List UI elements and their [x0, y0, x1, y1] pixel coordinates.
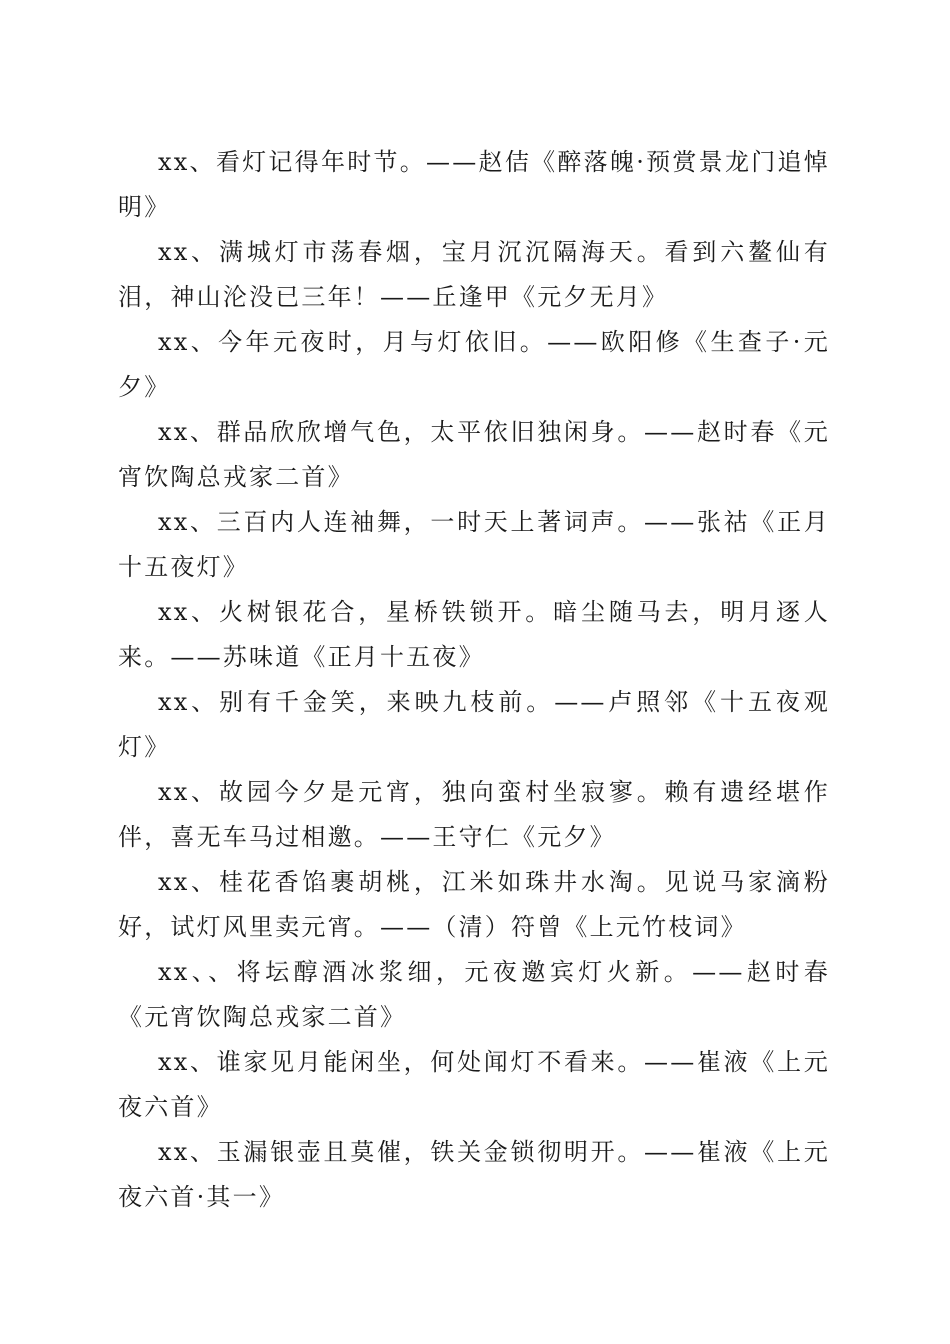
poem-quote-10: xx、、将坛醇酒冰浆细，元夜邀宾灯火新。——赵时春《元宵饮陶总戎家二首》 [118, 958, 830, 1031]
poem-quote-6: xx、火树银花合，星桥铁锁开。暗尘随马去，明月逐人来。——苏味道《正月十五夜》 [118, 598, 830, 671]
poem-quote-5: xx、三百内人连袖舞，一时天上著词声。——张祜《正月十五夜灯》 [118, 508, 830, 581]
poem-quote-11: xx、谁家见月能闲坐，何处闻灯不看来。——崔液《上元夜六首》 [118, 1048, 830, 1121]
poem-quote-1: xx、看灯记得年时节。——赵佶《醉落魄·预赏景龙门追悼明》 [118, 148, 830, 221]
poem-quote-9: xx、桂花香馅裹胡桃，江米如珠井水淘。见说马家滴粉好，试灯风里卖元宵。——（清）符曾《上元竹枝词》 [118, 868, 830, 941]
poem-quote-3: xx、今年元夜时，月与灯依旧。——欧阳修《生查子·元夕》 [118, 328, 830, 401]
poem-quote-2: xx、满城灯市荡春烟，宝月沉沉隔海天。看到六鳌仙有泪，神山沦没已三年！——丘逢甲《元夕无月》 [118, 238, 830, 311]
poem-quote-8: xx、故园今夕是元宵，独向蛮村坐寂寥。赖有遗经堪作伴，喜无车马过相邀。——王守仁《元夕》 [118, 778, 830, 851]
poem-quote-7: xx、别有千金笑，来映九枝前。——卢照邻《十五夜观灯》 [118, 688, 830, 761]
poem-quote-4: xx、群品欣欣增气色，太平依旧独闲身。——赵时春《元宵饮陶总戎家二首》 [118, 418, 830, 491]
poem-quote-12: xx、玉漏银壶且莫催，铁关金锁彻明开。——崔液《上元夜六首·其一》 [118, 1138, 830, 1211]
document-body [118, 140, 830, 1220]
